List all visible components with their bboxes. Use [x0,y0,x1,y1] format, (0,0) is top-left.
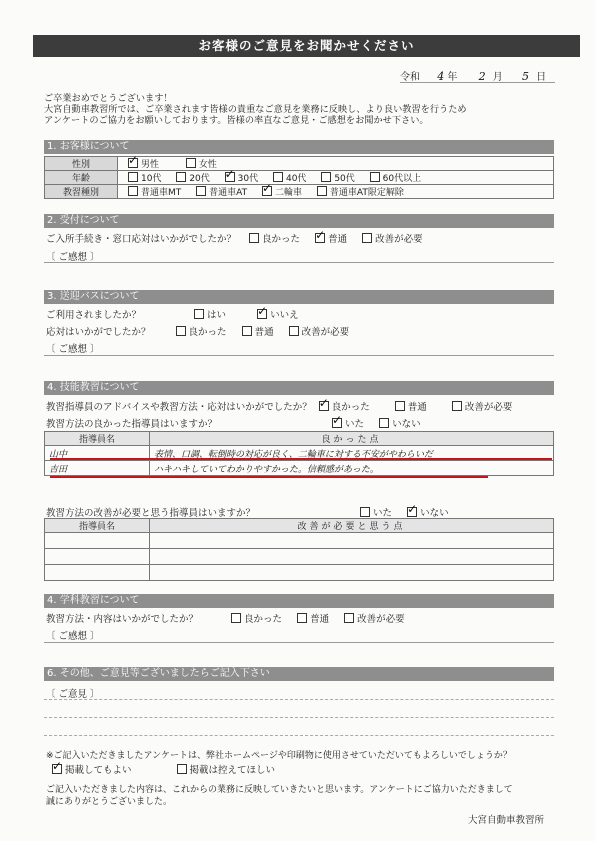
checkbox-age-50[interactable] [321,172,331,182]
date-underline [400,82,555,83]
option-present: いた [373,508,393,519]
option-consent-ng: 掲載は控えてほしい [189,765,276,776]
checkbox-lecture-good[interactable] [231,613,241,623]
lecture-question-row [46,611,417,625]
skill-question: 教習指導員のアドバイスや教習方法・応対はいかがでしたか？ [46,402,312,413]
customer-table [44,156,554,199]
section-other-header: 6. その他、ご意見等ございましたらご記入下さい [44,667,554,681]
option-good: 良かった [262,234,301,245]
bus-comment-label: 〔 ご感想 〕 [46,344,100,355]
option-good: 良かった [188,327,227,338]
option-improve: 改善が必要 [301,327,350,338]
checkbox-bus-good[interactable] [176,326,186,336]
checkbox-age-60[interactable] [370,172,380,182]
checkbox-age-30[interactable] [225,172,235,182]
option-normal: 普通 [407,402,427,413]
lecture-question: 教習方法・内容はいかがでしたか？ [46,614,199,625]
checkbox-lecture-normal[interactable] [297,613,307,623]
option-normal: 普通 [328,234,348,245]
option-male: 男性 [141,160,160,170]
date-month-unit: 月 [492,72,503,83]
checkbox-type-at[interactable] [196,186,206,196]
age-label: 年齢 [45,171,118,185]
bus-comment-line[interactable] [44,355,554,356]
instructor-name-cell[interactable] [45,549,150,565]
checkbox-consent-ng[interactable] [177,764,187,774]
option-type: 普通車MT [141,188,182,198]
skill-rating-row [46,399,524,413]
intro-line: ご卒業おめでとうございます！ [44,93,173,104]
good-instructor-table [44,431,554,476]
reception-question-row [46,231,435,245]
gender-label: 性別 [45,157,118,171]
improve-comment-cell[interactable] [150,549,554,565]
intro-line: アンケートのご協力をお願いしております。皆様の率直なご意見・ご感想をお聞かせ下さい。 [44,115,429,126]
option-good: 良かった [244,614,283,625]
checkbox-age-20[interactable] [176,172,186,182]
col-instructor-name: 指導員名 [45,432,150,446]
bus-use-question: ご利用されましたか？ [46,310,142,321]
instructor-name[interactable]: 吉田 [45,461,150,476]
section-lecture-header: 4. 学科教習について [44,594,554,608]
other-comment-label: 〔 ご意見 〕 [46,689,100,700]
checkbox-type-mt[interactable] [128,186,138,196]
checkbox-bus-yes[interactable] [194,309,204,319]
option-female: 女性 [198,160,217,170]
bus-service-question: 応対はいかがでしたか？ [46,327,151,338]
option-consent-ok: 掲載してもよい [65,765,132,776]
checkbox-age-40[interactable] [273,172,283,182]
intro-line: 大宮自動車教習所では、ご卒業されます皆様の貴重なご意見を業務に反映し、より良い教習を行うため [44,104,467,115]
improve-comment-cell[interactable] [150,533,554,549]
improve-instructor-table [44,518,554,581]
red-underline [50,458,552,460]
page-title: お客様のご意見をお聞かせください [33,35,580,57]
checkbox-skill-good[interactable] [319,401,329,411]
option-age: 20代 [189,174,210,184]
type-label: 教習種別 [45,185,118,199]
checkbox-male[interactable] [128,158,138,168]
good-comment[interactable]: 表情、口調、転倒時の対応が良く、二輪車に対する不安がやわらいだ [150,446,554,461]
col-good-points: 良かった点 [150,432,554,446]
checkbox-skill-normal[interactable] [395,401,405,411]
option-normal: 普通 [310,614,330,625]
checkbox-reception-normal[interactable] [315,233,325,243]
instructor-name-cell[interactable] [45,565,150,581]
option-type: 二輪車 [274,188,302,198]
other-comment-line[interactable] [44,717,554,718]
date-era: 令和 [400,72,420,83]
reception-question: ご入所手続き・窓口応対はいかがでしたか？ [46,234,237,245]
date-line [400,68,546,83]
improve-comment-cell[interactable] [150,565,554,581]
date-day[interactable]: 5 [521,70,529,83]
bus-use-row [46,307,311,321]
checkbox-reception-improve[interactable] [362,233,372,243]
other-comment-line[interactable] [44,699,554,700]
footer-school-name: 大宮自動車教習所 [468,815,545,826]
checkbox-good-absent[interactable] [379,418,389,428]
option-age: 30代 [237,174,259,184]
checkbox-lecture-improve[interactable] [344,613,354,623]
other-comment-line[interactable] [44,735,554,736]
section-skill-header: 4. 技能教習について [44,381,554,395]
checkbox-age-10[interactable] [128,172,138,182]
option-improve: 改善が必要 [375,234,423,245]
checkbox-bus-improve[interactable] [289,326,299,336]
option-type: 普通車AT限定解除 [329,188,404,198]
col-instructor-name: 指導員名 [45,519,150,533]
closing-line: 誠にありがとうございました。 [46,797,173,807]
intro-text [44,93,467,126]
option-improve: 改善が必要 [357,614,405,625]
section-reception-header: 2. 受付について [44,214,554,228]
option-age: 50代 [334,174,355,184]
option-yes: はい [207,310,227,321]
checkbox-type-at-limit[interactable] [317,186,327,196]
option-no: いいえ [270,310,299,321]
col-improve-points: 改善が必要と思う点 [150,519,554,533]
skill-good-instructor-row [46,416,433,430]
option-good: 良かった [331,402,370,413]
checkbox-bus-no[interactable] [257,309,267,319]
lecture-comment-label: 〔 ご感想 〕 [46,631,100,642]
checkbox-female[interactable] [186,158,196,168]
skill-improve-instructor-row [46,505,461,519]
good-instructor-question: 教習方法の良かった指導員はいますか？ [46,419,218,430]
date-day-unit: 日 [536,72,547,83]
option-improve: 改善が必要 [464,402,513,413]
closing-text [46,784,513,808]
improve-instructor-question: 教習方法の改善が必要と思う指導員はいますか？ [46,508,256,519]
closing-line: ご記入いただきました内容は、これからの業務に反映していきたいと思います。アンケートにご協力いただきまして [46,785,513,795]
option-absent: いない [420,508,449,519]
date-month[interactable]: 2 [478,70,486,83]
option-present: いた [345,419,365,430]
bus-service-row [46,324,361,338]
checkbox-improve-present[interactable] [360,507,370,517]
date-year[interactable]: 4 [437,70,445,83]
reception-comment-line[interactable] [44,262,554,263]
option-age: 40代 [285,174,307,184]
consent-question: ※ご記入いただきましたアンケートは、弊社ホームページや印刷物に使用させていただいてもよろしいでしょうか？ [46,751,512,761]
checkbox-skill-improve[interactable] [452,401,462,411]
checkbox-bus-normal[interactable] [242,326,252,336]
instructor-name-cell[interactable] [45,533,150,549]
section-customer-header: 1. お客様について [44,140,554,154]
lecture-comment-line[interactable] [44,642,554,643]
consent-options [52,762,287,776]
instructor-name[interactable]: 山中 [45,446,150,461]
section-bus-header: 3. 送迎バスについて [44,290,554,304]
option-age: 10代 [141,174,162,184]
option-type: 普通車AT [209,188,248,198]
date-year-unit: 年 [447,72,458,83]
good-comment[interactable]: ハキハキしていてわかりやすかった。信頼感があった。 [150,461,554,476]
checkbox-reception-good[interactable] [249,233,259,243]
option-age: 60代以上 [382,174,422,184]
checkbox-improve-absent[interactable] [407,507,417,517]
checkbox-type-motorcycle[interactable] [262,186,272,196]
checkbox-good-present[interactable] [332,418,342,428]
checkbox-consent-ok[interactable] [52,764,62,774]
red-underline [50,476,488,478]
option-absent: いない [392,419,421,430]
reception-comment-label: 〔 ご感想 〕 [46,252,100,263]
option-normal: 普通 [254,327,274,338]
